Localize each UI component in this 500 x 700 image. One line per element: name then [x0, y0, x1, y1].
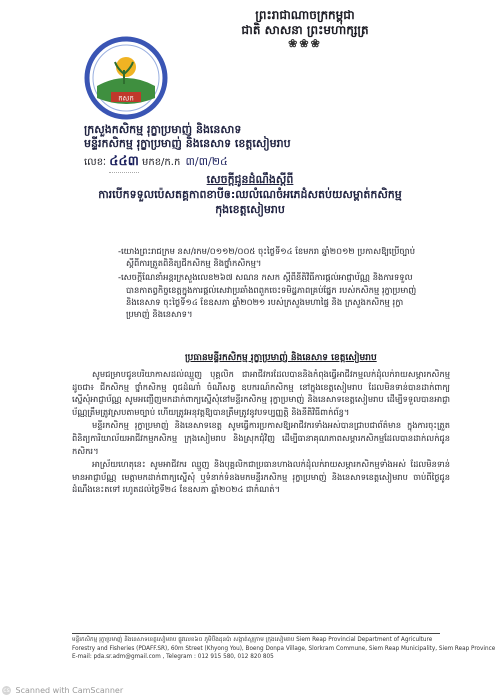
- ministry-block: [84, 123, 291, 151]
- ministry-name: ក្រសួងកសិកម្ម រុក្ខាប្រមាញ់ និងនេសាទ: [84, 123, 242, 136]
- reference-number: ៤៤៣: [109, 153, 139, 173]
- body-paragraph: មន្ទីរកសិកម្ម រុក្ខាប្រមាញ់ និងនេសាទខេត្ត សូមធ្វើការប្រកាសឱ្យអាជីវករទាំងអស់បានជ្រាបជាព័ត៌មាន ក្នុងការចុះត្រួតពិនិត្យការិយាល័យអាជីវកម្មកសិកម្ម ក្រុងសៀមរាប និងស្រុកជុំវិញ ដើម្បីធានាគុណភាពសម្ភារកសិកម្មដែលបានដាក់លក់ជូនកសិករ។: [72, 420, 450, 456]
- basis-item: -យោងព្រះរាជក្រម នស/រកម/០១១២/០០៥ ចុះថ្ងៃទី១៤ ខែមករា ឆ្នាំ២០១២ ប្រកាសឱ្យប្រើច្បាប់ស្ដីពីការត្រួតពិនិត្យជីកសិកម្ម និងថ្នាំកសិកម្ម។: [118, 246, 416, 269]
- reference-date: ៣/៣/២៤: [185, 155, 228, 168]
- legal-basis: [118, 245, 418, 322]
- kingdom-header: [210, 8, 400, 51]
- title-line-3: កុងខេត្តសៀមរាប: [215, 203, 285, 216]
- title-line-1: សេចក្ដីជូនដំណឹងស្ដីពី: [206, 173, 294, 186]
- footer-divider: [72, 633, 440, 634]
- footer-address-kh: មន្ទីរកសិកម្ម រុក្ខាប្រមាញ់ និងនេសាទខេត្តសៀមរាប ផ្លូវលេខ៦០ ភូមិបឹងដុនប៉ា សង្កាត់ស្លក្រាម ក្រុងសៀមរាប Siem Reap Provincial Department of Agriculture: [72, 637, 433, 643]
- national-motto: ជាតិ សាសនា ព្រះមហាក្សត្រ: [241, 23, 369, 37]
- ministry-logo-icon: [84, 36, 168, 120]
- reference-label: លេខៈ: [84, 157, 107, 168]
- kingdom-name: ព្រះរាជាណាចក្រកម្ពុជា: [255, 8, 355, 22]
- title-line-2: ការបើកទទួលប៉េសតគ្គកាពខាបីឲ:ឈលំណេចំអភេដំសតប់យសម្ពាត់កសិកម្ម: [98, 188, 402, 201]
- reference-line: [84, 153, 228, 173]
- footer-contact: [72, 636, 496, 662]
- notice-title: [60, 172, 440, 217]
- camscanner-icon: cs: [3, 687, 10, 694]
- footer-email-telegram: E-mail: pda.sr.adm@gmail.com , Telegram : 012 915 580, 012 820 805: [72, 654, 274, 660]
- scanner-text: Scanned with CamScanner: [15, 686, 124, 695]
- department-name: មន្ទីរកសិកម្ម រុក្ខាប្រមាញ់ និងនេសាទ ខេត្តសៀមរាប: [84, 137, 291, 150]
- recipient-heading: ប្រធានមន្ទីរកសិកម្ម រុក្ខាប្រមាញ់ និងនេសាទ ខេត្តសៀមរាប: [185, 353, 377, 363]
- basis-item: -សេចក្ដីណែនាំអន្តរក្រសួងលេខ២៦៧ សណន កសក ស្ដីពីនីតិវិធីការផ្ដល់អាជ្ញាប័ណ្ណ និងការទទួលបានកាតព្វកិច្ចខេត្តក្នុងការផ្ដល់សេវាប្រឆាំងពពួកចេះទមិដ្ឋភាពគ្រប់ផ្នែក របស់កសិកម្ម រុក្ខាប្រមាញ់ និងនេសាទ ចុះថ្ងៃទី១៤ ខែឧសភា ឆ្នាំ២០២១ របស់ក្រសួងមហាផ្ទៃ និង ក្រសួងកសិកម្ម រុក្ខាប្រមាញ់ និងនេសាទ។: [118, 272, 417, 320]
- svg-text:កសក: កសក: [118, 94, 134, 103]
- notice-body: [72, 368, 450, 497]
- scanner-watermark: [2, 686, 123, 695]
- motto-ornament: ❀❀❀: [288, 37, 322, 50]
- footer-address-en: Forestry and Fisheries (PDAFF.SR), 60m Street (Khyong You), Boeng Donpa Village, Slorkram Commune, Siem Reap Municipality, Siem Reap Province: [72, 645, 496, 652]
- body-paragraph: អាស្រ័យហេតុនេះ សូមអាជីវករ ឈ្មួញ និងបុគ្គលិកជាប្រធានហាងលក់ដុំលក់រាយសម្ភារកសិកម្មទាំងអស់ ដែលមិនទាន់មានអាជ្ញាប័ណ្ណ មេត្តាមកដាក់ពាក្យស្នើសុំ ឬទំនាក់ទំនងមកមន្ទីរកសិកម្ម រុក្ខាប្រមាញ់ និងនេសាទខេត្តសៀមរាប ចាប់ពីថ្ងៃជូនដំណឹងនេះតទៅ រហូតដល់ថ្ងៃទី២៤ ខែឧសភា ឆ្នាំ២០២៤ ជាកំណត់។: [72, 459, 450, 495]
- reference-suffix: មកខ/ក.ក: [142, 157, 181, 168]
- body-paragraph: សូមជម្រាបជូនបរិយាកាសដល់ឈ្មួញ បុគ្គលិក ជាអាជីវករដែលបាននិងកំពុងធ្វើអាជីវកម្មលក់ដុំលក់រាយសម្ភារកសិកម្មដូចជា៖ ជីកសិកម្ម ថ្នាំកសិកម្ម ពូជដំណាំ ចំណីសត្វ ឧបករណ៍កសិកម្ម នៅក្នុងខេត្តសៀមរាប ដែលមិនទាន់បានដាក់ពាក្យស្នើសុំអាជ្ញាប័ណ្ណ សូមអញ្ជើញមកដាក់ពាក្យស្នើសុំនៅមន្ទីរកសិកម្ម រុក្ខាប្រមាញ់ និងនេសាទខេត្តសៀមរាប ដើម្បីទទួលបានអាជ្ញាប័ណ្ណត្រឹមត្រូវស្របតាមច្បាប់ ហើយត្រូវអនុវត្តឱ្យបានត្រឹមត្រូវនូវបទប្បញ្ញត្តិ និងនីតិវិធីពាក់ព័ន្ធ។: [72, 369, 450, 417]
